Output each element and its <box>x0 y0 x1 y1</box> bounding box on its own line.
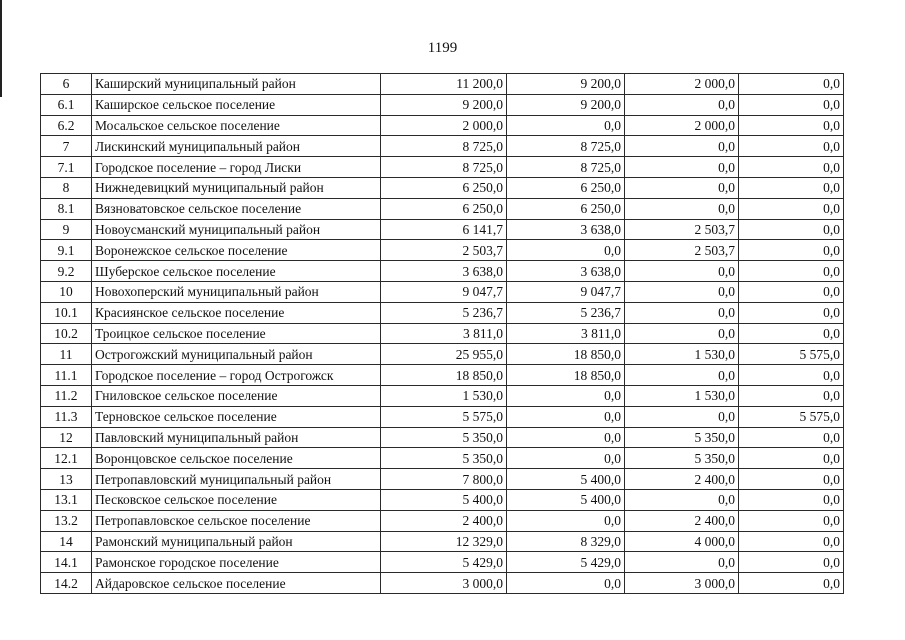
total-amount-cell: 5 350,0 <box>381 427 507 448</box>
municipality-name-cell: Новохоперский муниципальный район <box>92 281 381 302</box>
amount-column-4-cell: 5 575,0 <box>739 406 844 427</box>
row-number-cell: 11 <box>41 344 92 365</box>
table-row <box>41 531 844 552</box>
amount-column-3-cell: 2 503,7 <box>625 240 739 261</box>
total-amount-cell: 5 400,0 <box>381 489 507 510</box>
total-amount-cell: 7 800,0 <box>381 469 507 490</box>
amount-column-4-cell: 0,0 <box>739 177 844 198</box>
amount-column-3-cell: 0,0 <box>625 281 739 302</box>
municipality-name-cell: Петропавловское сельское поселение <box>92 510 381 531</box>
total-amount-cell: 6 250,0 <box>381 177 507 198</box>
row-number-cell: 6 <box>41 74 92 95</box>
row-number-cell: 14 <box>41 531 92 552</box>
municipality-name-cell: Воронцовское сельское поселение <box>92 448 381 469</box>
amount-column-2-cell: 8 725,0 <box>507 136 625 157</box>
total-amount-cell: 3 000,0 <box>381 573 507 594</box>
row-number-cell: 12 <box>41 427 92 448</box>
amount-column-2-cell: 9 200,0 <box>507 74 625 95</box>
municipality-name-cell: Мосальское сельское поселение <box>92 115 381 136</box>
amount-column-2-cell: 18 850,0 <box>507 344 625 365</box>
amount-column-2-cell: 0,0 <box>507 427 625 448</box>
amount-column-4-cell: 0,0 <box>739 281 844 302</box>
amount-column-4-cell: 0,0 <box>739 365 844 386</box>
total-amount-cell: 6 250,0 <box>381 198 507 219</box>
amount-column-2-cell: 0,0 <box>507 115 625 136</box>
municipality-name-cell: Красиянское сельское поселение <box>92 302 381 323</box>
municipality-name-cell: Айдаровское сельское поселение <box>92 573 381 594</box>
table-row <box>41 74 844 95</box>
amount-column-4-cell: 0,0 <box>739 489 844 510</box>
municipality-name-cell: Острогожский муниципальный район <box>92 344 381 365</box>
municipality-name-cell: Нижнедевицкий муниципальный район <box>92 177 381 198</box>
row-number-cell: 9.2 <box>41 261 92 282</box>
municipality-name-cell: Каширский муниципальный район <box>92 74 381 95</box>
table-row <box>41 344 844 365</box>
total-amount-cell: 5 350,0 <box>381 448 507 469</box>
row-number-cell: 9.1 <box>41 240 92 261</box>
amount-column-2-cell: 8 725,0 <box>507 157 625 178</box>
amount-column-3-cell: 0,0 <box>625 157 739 178</box>
amount-column-4-cell: 0,0 <box>739 302 844 323</box>
amount-column-2-cell: 0,0 <box>507 448 625 469</box>
row-number-cell: 11.1 <box>41 365 92 386</box>
municipality-name-cell: Рамонское городское поселение <box>92 552 381 573</box>
amount-column-2-cell: 3 638,0 <box>507 219 625 240</box>
amount-column-4-cell: 0,0 <box>739 240 844 261</box>
total-amount-cell: 2 400,0 <box>381 510 507 531</box>
total-amount-cell: 9 200,0 <box>381 94 507 115</box>
page-number: 1199 <box>427 40 458 56</box>
amount-column-3-cell: 2 503,7 <box>625 219 739 240</box>
table-row <box>41 427 844 448</box>
amount-column-2-cell: 9 047,7 <box>507 281 625 302</box>
amount-column-2-cell: 0,0 <box>507 240 625 261</box>
amount-column-4-cell: 0,0 <box>739 552 844 573</box>
row-number-cell: 10.1 <box>41 302 92 323</box>
row-number-cell: 11.3 <box>41 406 92 427</box>
municipality-name-cell: Троицкое сельское поселение <box>92 323 381 344</box>
row-number-cell: 14.2 <box>41 573 92 594</box>
amount-column-4-cell: 0,0 <box>739 469 844 490</box>
row-number-cell: 9 <box>41 219 92 240</box>
row-number-cell: 11.2 <box>41 385 92 406</box>
row-number-cell: 13.2 <box>41 510 92 531</box>
table-row <box>41 219 844 240</box>
table-row <box>41 157 844 178</box>
municipality-name-cell: Рамонский муниципальный район <box>92 531 381 552</box>
amount-column-4-cell: 0,0 <box>739 510 844 531</box>
total-amount-cell: 3 811,0 <box>381 323 507 344</box>
total-amount-cell: 9 047,7 <box>381 281 507 302</box>
amount-column-3-cell: 1 530,0 <box>625 344 739 365</box>
municipality-name-cell: Вязноватовское сельское поселение <box>92 198 381 219</box>
total-amount-cell: 6 141,7 <box>381 219 507 240</box>
amount-column-3-cell: 0,0 <box>625 302 739 323</box>
table-row <box>41 281 844 302</box>
amount-column-3-cell: 0,0 <box>625 136 739 157</box>
amount-column-2-cell: 5 400,0 <box>507 489 625 510</box>
municipality-name-cell: Городское поселение – город Острогожск <box>92 365 381 386</box>
municipality-name-cell: Гниловское сельское поселение <box>92 385 381 406</box>
total-amount-cell: 12 329,0 <box>381 531 507 552</box>
table-row <box>41 323 844 344</box>
amount-column-4-cell: 0,0 <box>739 94 844 115</box>
amount-column-4-cell: 0,0 <box>739 573 844 594</box>
total-amount-cell: 25 955,0 <box>381 344 507 365</box>
amount-column-2-cell: 0,0 <box>507 510 625 531</box>
total-amount-cell: 8 725,0 <box>381 136 507 157</box>
row-number-cell: 10 <box>41 281 92 302</box>
amount-column-3-cell: 2 000,0 <box>625 74 739 95</box>
row-number-cell: 6.2 <box>41 115 92 136</box>
row-number-cell: 8.1 <box>41 198 92 219</box>
table-row <box>41 240 844 261</box>
amount-column-3-cell: 0,0 <box>625 261 739 282</box>
table-body <box>41 74 844 594</box>
amount-column-4-cell: 0,0 <box>739 261 844 282</box>
amount-column-2-cell: 6 250,0 <box>507 198 625 219</box>
total-amount-cell: 18 850,0 <box>381 365 507 386</box>
amount-column-2-cell: 9 200,0 <box>507 94 625 115</box>
amount-column-3-cell: 3 000,0 <box>625 573 739 594</box>
row-number-cell: 14.1 <box>41 552 92 573</box>
municipality-name-cell: Песковское сельское поселение <box>92 489 381 510</box>
amount-column-3-cell: 1 530,0 <box>625 385 739 406</box>
table-row <box>41 552 844 573</box>
amount-column-2-cell: 0,0 <box>507 385 625 406</box>
table-row <box>41 448 844 469</box>
amount-column-4-cell: 0,0 <box>739 385 844 406</box>
municipality-name-cell: Шуберское сельское поселение <box>92 261 381 282</box>
amount-column-4-cell: 0,0 <box>739 427 844 448</box>
amount-column-2-cell: 5 429,0 <box>507 552 625 573</box>
amount-column-3-cell: 0,0 <box>625 406 739 427</box>
amount-column-4-cell: 0,0 <box>739 219 844 240</box>
municipality-name-cell: Каширское сельское поселение <box>92 94 381 115</box>
amount-column-2-cell: 5 236,7 <box>507 302 625 323</box>
amount-column-4-cell: 0,0 <box>739 74 844 95</box>
total-amount-cell: 1 530,0 <box>381 385 507 406</box>
amount-column-2-cell: 3 638,0 <box>507 261 625 282</box>
amount-column-2-cell: 5 400,0 <box>507 469 625 490</box>
amount-column-3-cell: 4 000,0 <box>625 531 739 552</box>
table-row <box>41 115 844 136</box>
table-row <box>41 510 844 531</box>
amount-column-4-cell: 0,0 <box>739 115 844 136</box>
row-number-cell: 8 <box>41 177 92 198</box>
row-number-cell: 7.1 <box>41 157 92 178</box>
row-number-cell: 13 <box>41 469 92 490</box>
amount-column-3-cell: 0,0 <box>625 489 739 510</box>
amount-column-3-cell: 0,0 <box>625 323 739 344</box>
municipality-name-cell: Павловский муниципальный район <box>92 427 381 448</box>
row-number-cell: 7 <box>41 136 92 157</box>
total-amount-cell: 11 200,0 <box>381 74 507 95</box>
table-row <box>41 365 844 386</box>
municipality-name-cell: Терновское сельское поселение <box>92 406 381 427</box>
amount-column-4-cell: 5 575,0 <box>739 344 844 365</box>
amount-column-3-cell: 0,0 <box>625 198 739 219</box>
table-row <box>41 177 844 198</box>
amount-column-2-cell: 3 811,0 <box>507 323 625 344</box>
amount-column-4-cell: 0,0 <box>739 136 844 157</box>
table-row <box>41 406 844 427</box>
row-number-cell: 6.1 <box>41 94 92 115</box>
amount-column-2-cell: 0,0 <box>507 573 625 594</box>
total-amount-cell: 5 429,0 <box>381 552 507 573</box>
amount-column-2-cell: 8 329,0 <box>507 531 625 552</box>
municipality-name-cell: Городское поселение – город Лиски <box>92 157 381 178</box>
table-row <box>41 94 844 115</box>
amount-column-3-cell: 0,0 <box>625 94 739 115</box>
amount-column-3-cell: 2 400,0 <box>625 469 739 490</box>
municipality-name-cell: Воронежское сельское поселение <box>92 240 381 261</box>
table-row <box>41 385 844 406</box>
amount-column-3-cell: 2 400,0 <box>625 510 739 531</box>
amount-column-3-cell: 2 000,0 <box>625 115 739 136</box>
table-row <box>41 469 844 490</box>
table-row <box>41 573 844 594</box>
total-amount-cell: 2 503,7 <box>381 240 507 261</box>
municipality-name-cell: Петропавловский муниципальный район <box>92 469 381 490</box>
table-row <box>41 302 844 323</box>
amount-column-4-cell: 0,0 <box>739 157 844 178</box>
amount-column-3-cell: 5 350,0 <box>625 427 739 448</box>
municipality-name-cell: Лискинский муниципальный район <box>92 136 381 157</box>
municipality-name-cell: Новоусманский муниципальный район <box>92 219 381 240</box>
table-row <box>41 261 844 282</box>
row-number-cell: 13.1 <box>41 489 92 510</box>
amount-column-4-cell: 0,0 <box>739 531 844 552</box>
total-amount-cell: 3 638,0 <box>381 261 507 282</box>
total-amount-cell: 5 575,0 <box>381 406 507 427</box>
row-number-cell: 10.2 <box>41 323 92 344</box>
amount-column-3-cell: 0,0 <box>625 552 739 573</box>
table-row <box>41 489 844 510</box>
budget-table <box>40 73 844 594</box>
amount-column-2-cell: 18 850,0 <box>507 365 625 386</box>
amount-column-3-cell: 0,0 <box>625 177 739 198</box>
amount-column-2-cell: 6 250,0 <box>507 177 625 198</box>
amount-column-3-cell: 5 350,0 <box>625 448 739 469</box>
amount-column-4-cell: 0,0 <box>739 323 844 344</box>
amount-column-2-cell: 0,0 <box>507 406 625 427</box>
total-amount-cell: 5 236,7 <box>381 302 507 323</box>
total-amount-cell: 8 725,0 <box>381 157 507 178</box>
amount-column-3-cell: 0,0 <box>625 365 739 386</box>
table-row <box>41 198 844 219</box>
total-amount-cell: 2 000,0 <box>381 115 507 136</box>
amount-column-4-cell: 0,0 <box>739 448 844 469</box>
table-row <box>41 136 844 157</box>
amount-column-4-cell: 0,0 <box>739 198 844 219</box>
row-number-cell: 12.1 <box>41 448 92 469</box>
